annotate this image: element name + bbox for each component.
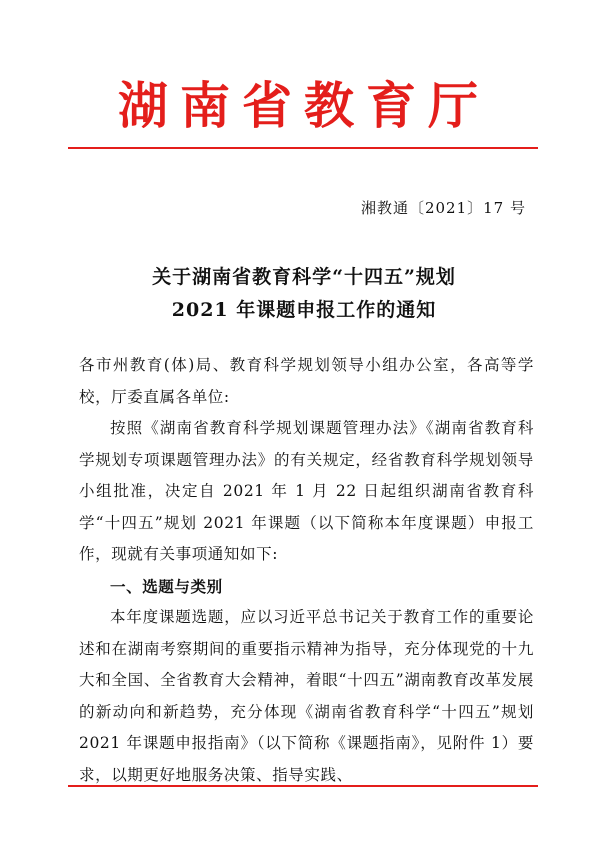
section-heading-1: 一、选题与类别 <box>110 576 223 596</box>
red-divider-top <box>68 147 538 149</box>
document-number: 湘教通〔2021〕17 号 <box>360 199 526 217</box>
masthead-org-name: 湖南省教育厅 <box>118 77 490 135</box>
notice-title-line2: 2021 年课题申报工作的通知 <box>171 299 437 321</box>
notice-body <box>79 350 534 791</box>
paragraph-2: 本年度课题选题，应以习近平总书记关于教育工作的重要论述和在湖南考察期间的重要指示精神为指导，充分体现党的十九大和全国、全省教育大会精神，着眼“十四五”湖南教育改革发展的新动向和新趋势，充分体现《湖南省教育科学“十四五”规划 2021 年课题申报指南》（以下简称《课题指南》，见附件 1）要求，以期更好地服务决策、指导实践、 <box>79 608 534 784</box>
paragraph-1: 按照《湖南省教育科学规划课题管理办法》《湖南省教育科学规划专项课题管理办法》的有关规定，经省教育科学规划领导小组批准，决定自 2021 年 1 月 22 日起组织湖南省教育科学“十四五”规划 2021 年课题（以下简称本年度课题）申报工作，现就有关事项通知如下: <box>79 419 534 563</box>
salutation: 各市州教育(体)局、教育科学规划领导小组办公室，各高等学校，厅委直属各单位: <box>79 356 534 406</box>
notice-title-line1: 关于湖南省教育科学“十四五”规划 <box>152 266 456 288</box>
red-divider-bottom <box>68 785 538 787</box>
